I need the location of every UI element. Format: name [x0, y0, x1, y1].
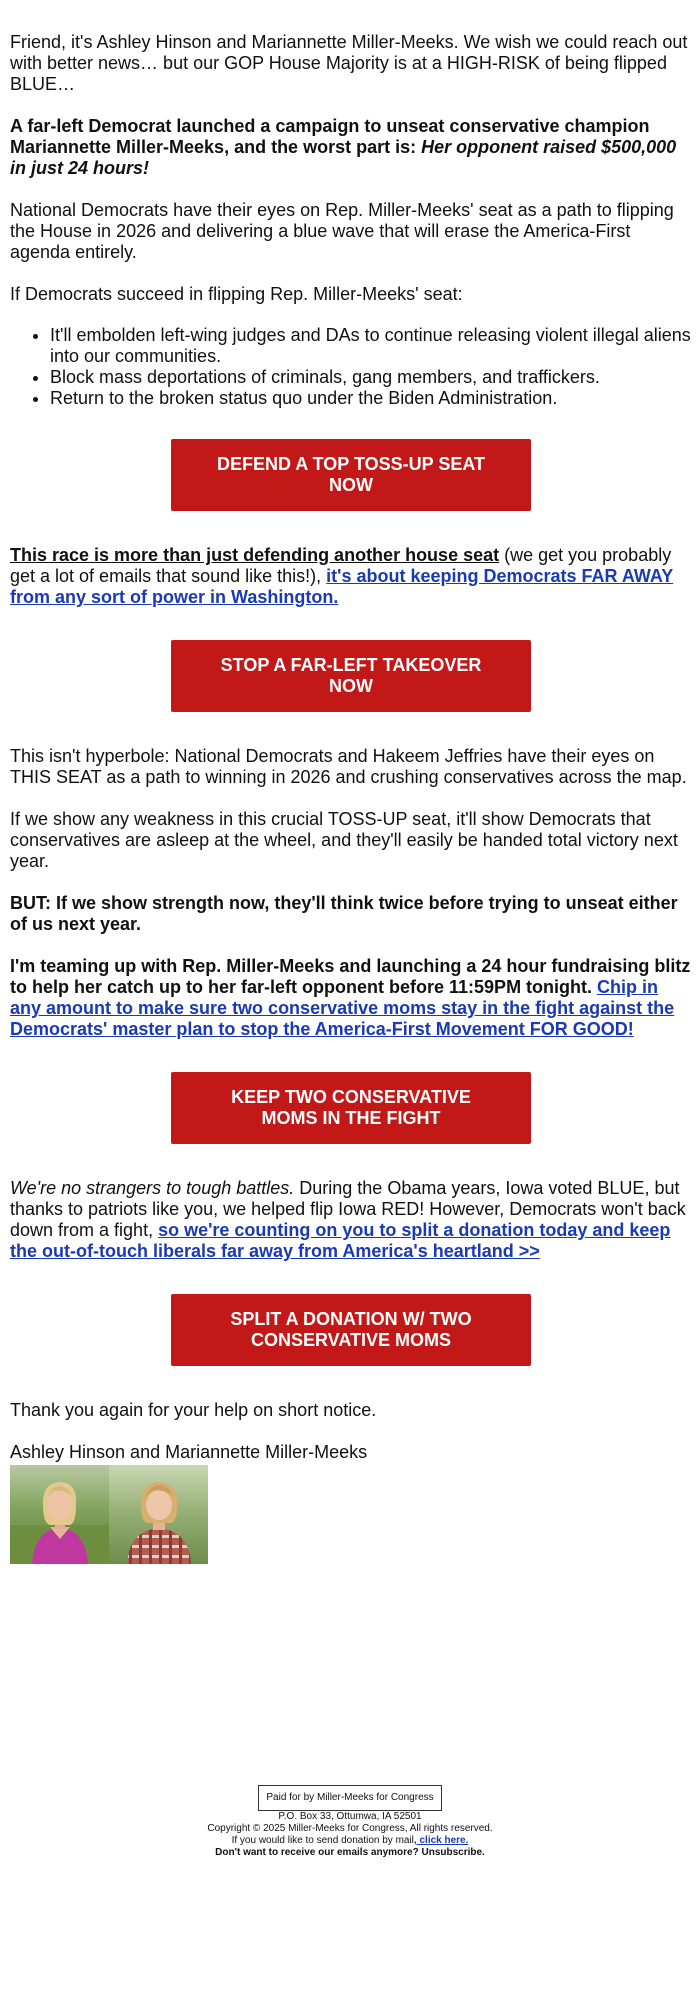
race-paragraph: [10, 545, 692, 608]
footer-mail-donation: [0, 1835, 700, 1847]
split-donation-button[interactable]: SPLIT A DONATION W/ TWO CONSERVATIVE MOMS: [171, 1294, 531, 1366]
campaign-paragraph: [10, 116, 692, 179]
email-body: [10, 0, 692, 1564]
mail-donation-text: If you would like to send donation by mail: [231, 1835, 414, 1846]
if-democrats-paragraph: If Democrats succeed in flipping Rep. Miller-Meeks' seat:: [10, 284, 463, 304]
battles-paragraph: [10, 1178, 692, 1262]
campaign-bold-text: A far-left Democrat launched a campaign to unseat conservative champion Mariannette Miller-Meeks, and the worst part is:: [10, 116, 650, 157]
unsubscribe-link[interactable]: Unsubscribe.: [421, 1847, 485, 1858]
chip-in-link[interactable]: Chip in any amount to make sure two conservative moms stay in the fight against the Democrats' master plan to stop the America-First Movement FOR GOOD!: [10, 977, 675, 1039]
campaign-italic-text: Her opponent raised $500,000 in just 24 hours!: [10, 137, 677, 178]
cta-defend-wrap: [10, 439, 692, 511]
mariannette-miller-meeks-photo: [109, 1465, 208, 1564]
cta-stop-wrap: [10, 640, 692, 712]
cta-split-wrap: [10, 1294, 692, 1366]
far-away-link[interactable]: it's about keeping Democrats FAR AWAY from any sort of power in Washington.: [10, 566, 674, 607]
split-donation-link[interactable]: so we're counting on you to split a donation today and keep the out-of-touch liberals far away from America's heartland >>: [10, 1220, 671, 1261]
ashley-hinson-photo: [10, 1465, 109, 1564]
paid-for-box: Paid for by Miller-Meeks for Congress: [258, 1785, 441, 1811]
battles-plain-text: During the Obama years, Iowa voted BLUE, but thanks to patriots like you, we helped flip Iowa RED! However, Democrats won't back down from a fight,: [10, 1178, 686, 1240]
race-underlined-text: This race is more than just defending another house seat: [10, 545, 500, 565]
footer-unsubscribe: [0, 1847, 700, 1859]
signature: Ashley Hinson and Mariannette Miller-Meeks: [10, 1442, 368, 1462]
email-footer: [0, 1785, 700, 1859]
battles-italic-text: We're no strangers to tough battles.: [10, 1178, 295, 1198]
mail-donation-link[interactable]: , click here.: [413, 1835, 469, 1846]
consequences-list: [10, 325, 692, 409]
stop-takeover-button[interactable]: STOP A FAR-LEFT TAKEOVER NOW: [171, 640, 531, 712]
thank-you-paragraph: Thank you again for your help on short notice.: [10, 1400, 377, 1420]
hyperbole-paragraph: This isn't hyperbole: National Democrats and Hakeem Jeffries have their eyes on THIS SEAT as a path to winning in 2026 and crushing conservatives across the map.: [10, 746, 687, 787]
strength-paragraph: BUT: If we show strength now, they'll think twice before trying to unseat either of us next year.: [10, 893, 678, 934]
national-democrats-paragraph: National Democrats have their eyes on Rep. Miller-Meeks' seat as a path to flipping the House in 2026 and delivering a blue wave that will erase the America-First agenda entirely.: [10, 200, 674, 262]
intro-paragraph: Friend, it's Ashley Hinson and Mariannette Miller-Meeks. We wish we could reach out with better news… but our GOP House Majority is at a HIGH-RISK of being flipped BLUE…: [10, 32, 688, 94]
footer-copyright: Copyright © 2025 Miller-Meeks for Congress, All rights reserved.: [207, 1823, 493, 1834]
teaming-paragraph: [10, 956, 692, 1040]
unsubscribe-text: Don't want to receive our emails anymore?: [215, 1847, 422, 1858]
teaming-bold-text: I'm teaming up with Rep. Miller-Meeks and launching a 24 hour fundraising blitz to help her catch up to her far-left opponent before 11:59PM tonight.: [10, 956, 691, 997]
list-item: • Block mass deportations of criminals, gang members, and traffickers.: [50, 367, 692, 388]
cta-moms-wrap: [10, 1072, 692, 1144]
list-item: • It'll embolden left-wing judges and DAs to continue releasing violent illegal aliens into our communities.: [50, 325, 692, 367]
defend-seat-button[interactable]: DEFEND A TOP TOSS-UP SEAT NOW: [171, 439, 531, 511]
keep-moms-button[interactable]: KEEP TWO CONSERVATIVE MOMS IN THE FIGHT: [171, 1072, 531, 1144]
race-plain-text: (we get you probably get a lot of emails that sound like this!),: [10, 545, 672, 586]
signature-photos: [10, 1465, 692, 1564]
list-item: • Return to the broken status quo under the Biden Administration.: [50, 388, 692, 409]
weakness-paragraph: If we show any weakness in this crucial TOSS-UP seat, it'll show Democrats that conservatives are asleep at the wheel, and they'll easily be handed total victory next year.: [10, 809, 678, 871]
footer-address: P.O. Box 33, Ottumwa, IA 52501: [278, 1811, 422, 1822]
